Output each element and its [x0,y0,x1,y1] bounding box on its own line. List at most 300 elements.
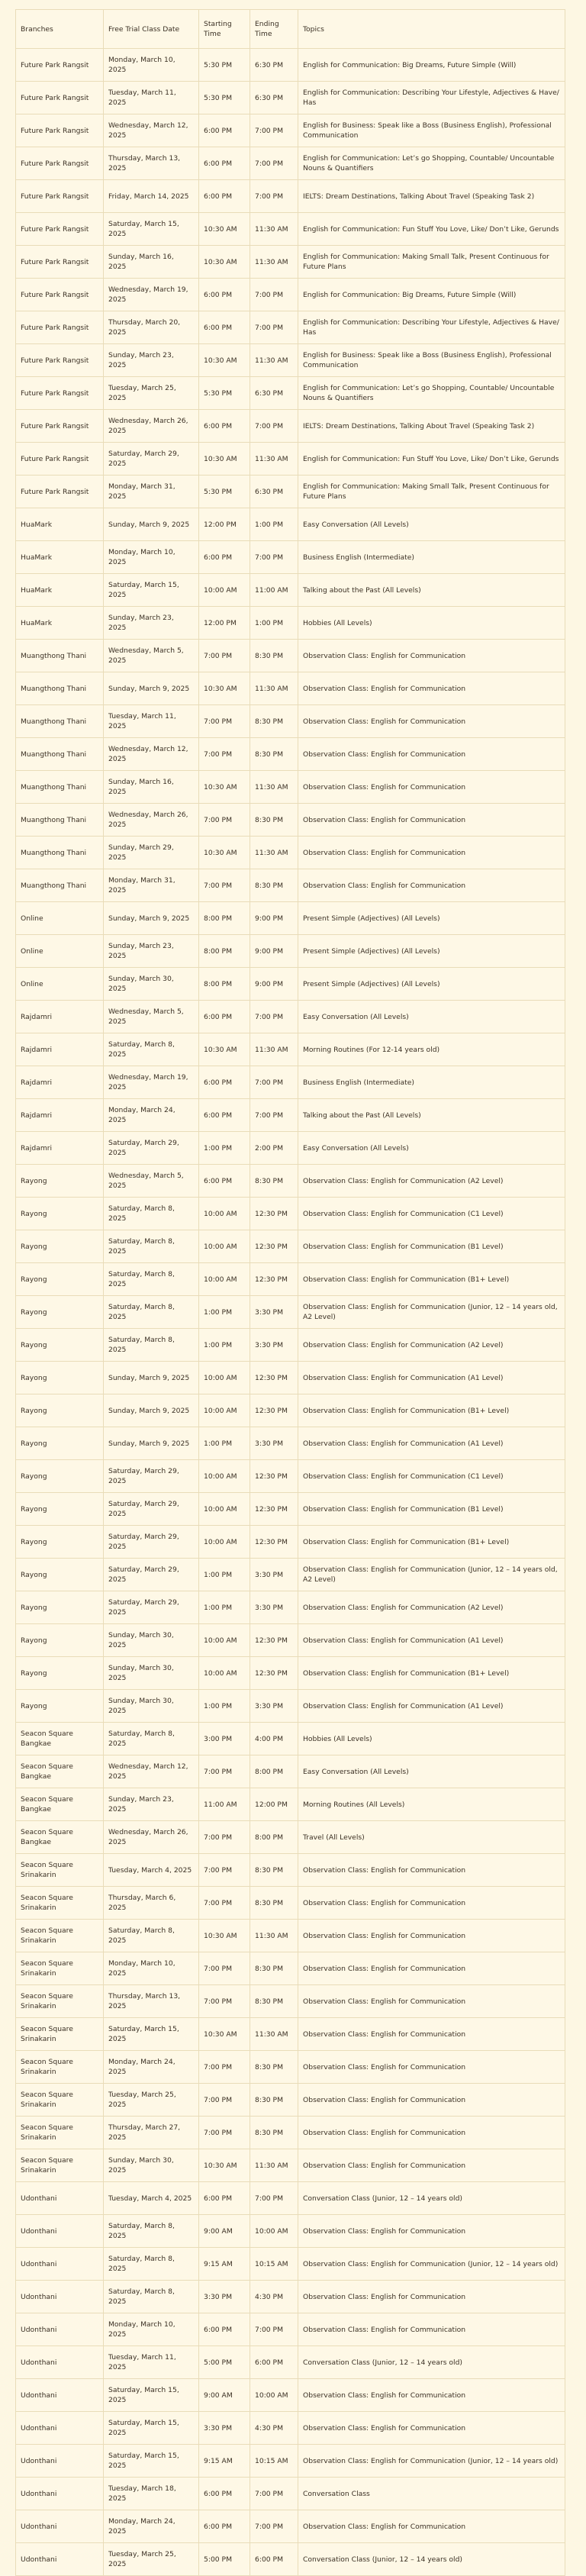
cell-start-time: 6:00 PM [199,541,250,574]
cell-branch: Rajdamri [16,1099,104,1132]
cell-topic: Observation Class: English for Communication [298,738,565,771]
cell-topic: English for Communication: Describing Your Lifestyle, Adjectives & Have/ Has [298,311,565,344]
cell-date: Sunday, March 9, 2025 [104,902,199,935]
cell-branch: Future Park Rangsit [16,246,104,279]
cell-topic: Observation Class: English for Communication [298,869,565,902]
cell-end-time: 7:00 PM [250,1001,298,1033]
table-row [16,2182,565,2215]
cell-start-time: 8:00 PM [199,935,250,968]
cell-end-time: 11:30 AM [250,2149,298,2182]
cell-date: Monday, March 31, 2025 [104,869,199,902]
cell-end-time: 10:15 AM [250,2445,298,2478]
cell-end-time: 7:00 PM [250,279,298,311]
cell-end-time: 6:30 PM [250,82,298,114]
cell-end-time: 12:30 PM [250,1526,298,1559]
cell-topic: English for Communication: Big Dreams, Future Simple (Will) [298,279,565,311]
table-row [16,1263,565,1296]
cell-end-time: 12:30 PM [250,1198,298,1230]
cell-branch: Rayong [16,1624,104,1657]
table-row [16,180,565,213]
cell-end-time: 12:30 PM [250,1460,298,1493]
cell-topic: English for Communication: Fun Stuff You Love, Like/ Don’t Like, Gerunds [298,443,565,476]
cell-start-time: 6:00 PM [199,311,250,344]
cell-start-time: 7:00 PM [199,705,250,738]
cell-date: Wednesday, March 19, 2025 [104,1066,199,1099]
table-row [16,1920,565,1952]
cell-end-time: 3:30 PM [250,1690,298,1723]
cell-start-time: 6:00 PM [199,279,250,311]
cell-start-time: 10:00 AM [199,1362,250,1394]
cell-date: Saturday, March 15, 2025 [104,213,199,246]
table-row [16,1394,565,1427]
cell-topic: Observation Class: English for Communication [298,2051,565,2084]
cell-start-time: 5:30 PM [199,476,250,508]
cell-end-time: 12:30 PM [250,1657,298,1690]
cell-topic: Observation Class: English for Communication [298,2510,565,2543]
cell-branch: Future Park Rangsit [16,410,104,443]
cell-topic: Easy Conversation (All Levels) [298,1132,565,1165]
cell-date: Thursday, March 13, 2025 [104,1985,199,2018]
cell-start-time: 10:00 AM [199,1624,250,1657]
table-row [16,1230,565,1263]
cell-branch: Rayong [16,1296,104,1329]
cell-start-time: 10:30 AM [199,672,250,705]
cell-start-time: 6:00 PM [199,1099,250,1132]
cell-topic: Observation Class: English for Communication [298,1920,565,1952]
cell-topic: Talking about the Past (All Levels) [298,1099,565,1132]
cell-date: Monday, March 10, 2025 [104,49,199,82]
table-row [16,541,565,574]
cell-branch: Udonthani [16,2412,104,2445]
cell-branch: Future Park Rangsit [16,213,104,246]
cell-date: Sunday, March 9, 2025 [104,1394,199,1427]
cell-date: Tuesday, March 25, 2025 [104,2543,199,2576]
cell-topic: Observation Class: English for Communication [298,1985,565,2018]
cell-date: Wednesday, March 12, 2025 [104,1755,199,1788]
cell-branch: Rayong [16,1657,104,1690]
cell-start-time: 7:00 PM [199,1952,250,1985]
cell-date: Sunday, March 23, 2025 [104,344,199,377]
table-row [16,1066,565,1099]
cell-date: Monday, March 24, 2025 [104,2051,199,2084]
table-row [16,1624,565,1657]
cell-end-time: 8:30 PM [250,804,298,837]
table-row [16,443,565,476]
cell-end-time: 8:30 PM [250,2051,298,2084]
cell-date: Wednesday, March 19, 2025 [104,279,199,311]
cell-topic: Easy Conversation (All Levels) [298,1755,565,1788]
cell-end-time: 4:30 PM [250,2412,298,2445]
cell-start-time: 3:30 PM [199,2412,250,2445]
table-row [16,49,565,82]
cell-topic: Observation Class: English for Communication [298,2084,565,2117]
table-row [16,1427,565,1460]
cell-date: Sunday, March 9, 2025 [104,1427,199,1460]
cell-date: Saturday, March 15, 2025 [104,2018,199,2051]
cell-start-time: 10:30 AM [199,1033,250,1066]
table-row [16,2248,565,2281]
cell-end-time: 6:30 PM [250,476,298,508]
cell-branch: Seacon Square Srinakarin [16,2149,104,2182]
cell-date: Monday, March 31, 2025 [104,476,199,508]
cell-end-time: 11:30 AM [250,246,298,279]
cell-topic: Observation Class: English for Communication [298,771,565,804]
cell-topic: Easy Conversation (All Levels) [298,1001,565,1033]
table-header-row [16,10,565,49]
table-row [16,771,565,804]
cell-branch: Future Park Rangsit [16,476,104,508]
cell-date: Sunday, March 23, 2025 [104,607,199,640]
cell-start-time: 6:00 PM [199,2478,250,2510]
cell-date: Saturday, March 29, 2025 [104,1526,199,1559]
cell-topic: Observation Class: English for Communication [298,2412,565,2445]
table-row [16,2412,565,2445]
cell-date: Tuesday, March 11, 2025 [104,705,199,738]
cell-start-time: 11:00 AM [199,1788,250,1821]
table-row [16,2510,565,2543]
cell-branch: Seacon Square Bangkae [16,1723,104,1755]
cell-end-time: 6:00 PM [250,2346,298,2379]
cell-branch: Muangthong Thani [16,869,104,902]
cell-branch: Muangthong Thani [16,804,104,837]
cell-date: Saturday, March 29, 2025 [104,1559,199,1591]
table-row [16,2117,565,2149]
cell-end-time: 8:30 PM [250,869,298,902]
cell-start-time: 5:30 PM [199,49,250,82]
table-row [16,1526,565,1559]
table-row [16,82,565,114]
cell-start-time: 10:30 AM [199,2149,250,2182]
cell-start-time: 10:00 AM [199,1263,250,1296]
cell-branch: Rayong [16,1230,104,1263]
cell-branch: Udonthani [16,2215,104,2248]
cell-end-time: 11:30 AM [250,2018,298,2051]
cell-end-time: 11:30 AM [250,1920,298,1952]
cell-start-time: 7:00 PM [199,1854,250,1887]
cell-branch: HuaMark [16,541,104,574]
cell-topic: Observation Class: English for Communication (B1+ Level) [298,1394,565,1427]
cell-start-time: 6:00 PM [199,1066,250,1099]
cell-topic: Observation Class: English for Communication (A1 Level) [298,1362,565,1394]
cell-end-time: 7:00 PM [250,2510,298,2543]
table-row [16,410,565,443]
cell-date: Monday, March 10, 2025 [104,541,199,574]
table-row [16,738,565,771]
cell-end-time: 7:00 PM [250,2182,298,2215]
table-row [16,1001,565,1033]
cell-start-time: 9:15 AM [199,2445,250,2478]
cell-date: Saturday, March 8, 2025 [104,2248,199,2281]
table-row [16,2543,565,2576]
cell-date: Sunday, March 30, 2025 [104,1690,199,1723]
cell-end-time: 7:00 PM [250,147,298,180]
cell-topic: Observation Class: English for Communication [298,2117,565,2149]
cell-end-time: 8:00 PM [250,1755,298,1788]
cell-topic: Conversation Class (Junior, 12 – 14 years old) [298,2346,565,2379]
cell-branch: Muangthong Thani [16,738,104,771]
cell-branch: Future Park Rangsit [16,311,104,344]
cell-end-time: 6:00 PM [250,2543,298,2576]
cell-end-time: 8:30 PM [250,705,298,738]
cell-end-time: 7:00 PM [250,2478,298,2510]
cell-end-time: 8:30 PM [250,2084,298,2117]
cell-date: Thursday, March 13, 2025 [104,147,199,180]
table-row [16,344,565,377]
cell-date: Tuesday, March 11, 2025 [104,82,199,114]
cell-start-time: 1:00 PM [199,1132,250,1165]
cell-branch: Seacon Square Bangkae [16,1788,104,1821]
cell-end-time: 1:00 PM [250,508,298,541]
cell-start-time: 6:00 PM [199,2182,250,2215]
cell-start-time: 10:30 AM [199,443,250,476]
cell-start-time: 10:30 AM [199,344,250,377]
cell-date: Thursday, March 6, 2025 [104,1887,199,1920]
cell-branch: Seacon Square Srinakarin [16,2084,104,2117]
cell-topic: Observation Class: English for Communication [298,2215,565,2248]
cell-branch: Future Park Rangsit [16,147,104,180]
cell-branch: Udonthani [16,2313,104,2346]
cell-start-time: 8:00 PM [199,968,250,1001]
cell-start-time: 9:15 AM [199,2248,250,2281]
cell-date: Monday, March 10, 2025 [104,1952,199,1985]
cell-topic: Observation Class: English for Communication [298,2281,565,2313]
cell-date: Monday, March 24, 2025 [104,1099,199,1132]
cell-start-time: 10:30 AM [199,2018,250,2051]
cell-topic: English for Communication: Big Dreams, Future Simple (Will) [298,49,565,82]
cell-branch: HuaMark [16,574,104,607]
cell-topic: English for Business: Speak like a Boss (Business English), Professional Communication [298,114,565,147]
cell-topic: Observation Class: English for Communication [298,2313,565,2346]
cell-topic: English for Communication: Let’s go Shopping, Countable/ Uncountable Nouns & Quantifiers [298,147,565,180]
cell-topic: Observation Class: English for Communication (B1+ Level) [298,1263,565,1296]
cell-start-time: 7:00 PM [199,2117,250,2149]
cell-date: Friday, March 14, 2025 [104,180,199,213]
cell-branch: Rayong [16,1362,104,1394]
cell-start-time: 7:00 PM [199,1821,250,1854]
table-row [16,1821,565,1854]
cell-start-time: 10:00 AM [199,574,250,607]
trial-class-table-container [15,9,565,2576]
cell-start-time: 7:00 PM [199,640,250,672]
cell-date: Tuesday, March 11, 2025 [104,2346,199,2379]
cell-date: Saturday, March 8, 2025 [104,1723,199,1755]
table-row [16,377,565,410]
cell-topic: Business English (Intermediate) [298,1066,565,1099]
cell-branch: Muangthong Thani [16,672,104,705]
cell-date: Sunday, March 30, 2025 [104,968,199,1001]
cell-date: Saturday, March 8, 2025 [104,1033,199,1066]
cell-topic: Present Simple (Adjectives) (All Levels) [298,902,565,935]
cell-end-time: 7:00 PM [250,1099,298,1132]
cell-topic: Observation Class: English for Communication [298,2149,565,2182]
cell-branch: Rajdamri [16,1132,104,1165]
cell-topic: Observation Class: English for Communication (Junior, 12 – 14 years old, A2 Level) [298,1559,565,1591]
cell-date: Wednesday, March 26, 2025 [104,410,199,443]
table-row [16,902,565,935]
cell-topic: Conversation Class (Junior, 12 – 14 years old) [298,2543,565,2576]
cell-topic: Observation Class: English for Communication [298,672,565,705]
cell-end-time: 12:30 PM [250,1263,298,1296]
cell-end-time: 10:15 AM [250,2248,298,2281]
table-row [16,672,565,705]
header-branches: Branches [16,10,104,49]
table-row [16,1887,565,1920]
cell-topic: Observation Class: English for Communication (A2 Level) [298,1591,565,1624]
cell-topic: English for Communication: Describing Your Lifestyle, Adjectives & Have/ Has [298,82,565,114]
header-trial-date: Free Trial Class Date [104,10,199,49]
cell-branch: Udonthani [16,2379,104,2412]
cell-start-time: 7:00 PM [199,869,250,902]
table-row [16,2346,565,2379]
cell-topic: Observation Class: English for Communication (Junior, 12 – 14 years old, A2 Level) [298,1296,565,1329]
cell-end-time: 8:30 PM [250,640,298,672]
cell-start-time: 1:00 PM [199,1427,250,1460]
cell-branch: Seacon Square Srinakarin [16,2018,104,2051]
cell-start-time: 7:00 PM [199,1887,250,1920]
cell-date: Sunday, March 9, 2025 [104,508,199,541]
cell-branch: Seacon Square Srinakarin [16,2051,104,2084]
cell-date: Monday, March 10, 2025 [104,2313,199,2346]
cell-date: Sunday, March 30, 2025 [104,1657,199,1690]
table-row [16,607,565,640]
cell-branch: Seacon Square Srinakarin [16,1887,104,1920]
table-row [16,1591,565,1624]
cell-start-time: 5:00 PM [199,2346,250,2379]
cell-topic: English for Communication: Fun Stuff You Love, Like/ Don’t Like, Gerunds [298,213,565,246]
cell-end-time: 8:30 PM [250,738,298,771]
cell-date: Sunday, March 23, 2025 [104,935,199,968]
table-row [16,1559,565,1591]
cell-topic: Observation Class: English for Communication (A2 Level) [298,1165,565,1198]
table-row [16,1132,565,1165]
cell-branch: Seacon Square Bangkae [16,1755,104,1788]
cell-end-time: 11:30 AM [250,213,298,246]
table-row [16,1788,565,1821]
cell-date: Saturday, March 8, 2025 [104,2215,199,2248]
cell-start-time: 7:00 PM [199,2051,250,2084]
cell-date: Saturday, March 8, 2025 [104,1296,199,1329]
cell-branch: Udonthani [16,2510,104,2543]
cell-end-time: 8:30 PM [250,1165,298,1198]
cell-start-time: 10:30 AM [199,837,250,869]
cell-branch: Muangthong Thani [16,837,104,869]
table-row [16,2018,565,2051]
cell-topic: Observation Class: English for Communication (C1 Level) [298,1198,565,1230]
table-row [16,1755,565,1788]
cell-branch: Rayong [16,1394,104,1427]
cell-start-time: 3:00 PM [199,1723,250,1755]
cell-topic: Observation Class: English for Communication [298,640,565,672]
table-row [16,2215,565,2248]
cell-branch: Future Park Rangsit [16,443,104,476]
cell-topic: Observation Class: English for Communication (C1 Level) [298,1460,565,1493]
cell-topic: IELTS: Dream Destinations, Talking About Travel (Speaking Task 2) [298,180,565,213]
cell-date: Wednesday, March 5, 2025 [104,1001,199,1033]
cell-topic: Observation Class: English for Communication [298,2379,565,2412]
cell-start-time: 8:00 PM [199,902,250,935]
table-row [16,935,565,968]
cell-start-time: 6:00 PM [199,114,250,147]
cell-end-time: 7:00 PM [250,2313,298,2346]
table-row [16,1690,565,1723]
cell-start-time: 6:00 PM [199,2313,250,2346]
cell-branch: Rayong [16,1165,104,1198]
cell-date: Tuesday, March 4, 2025 [104,2182,199,2215]
cell-date: Wednesday, March 12, 2025 [104,738,199,771]
cell-end-time: 3:30 PM [250,1329,298,1362]
cell-start-time: 1:00 PM [199,1329,250,1362]
cell-end-time: 8:30 PM [250,2117,298,2149]
cell-topic: English for Communication: Making Small Talk, Present Continuous for Future Plans [298,476,565,508]
cell-date: Sunday, March 30, 2025 [104,2149,199,2182]
cell-end-time: 3:30 PM [250,1296,298,1329]
cell-start-time: 6:00 PM [199,1001,250,1033]
cell-start-time: 12:00 PM [199,508,250,541]
cell-topic: Present Simple (Adjectives) (All Levels) [298,968,565,1001]
table-row [16,1952,565,1985]
cell-branch: HuaMark [16,508,104,541]
cell-start-time: 6:00 PM [199,180,250,213]
cell-branch: Rayong [16,1329,104,1362]
cell-date: Tuesday, March 18, 2025 [104,2478,199,2510]
table-row [16,2445,565,2478]
cell-branch: Seacon Square Srinakarin [16,1952,104,1985]
cell-branch: Rayong [16,1690,104,1723]
cell-date: Sunday, March 9, 2025 [104,1362,199,1394]
cell-topic: English for Business: Speak like a Boss (Business English), Professional Communication [298,344,565,377]
cell-date: Saturday, March 8, 2025 [104,1920,199,1952]
cell-branch: Future Park Rangsit [16,114,104,147]
cell-topic: Observation Class: English for Communication [298,1887,565,1920]
cell-branch: Udonthani [16,2281,104,2313]
cell-date: Monday, March 24, 2025 [104,2510,199,2543]
cell-topic: Observation Class: English for Communication (A2 Level) [298,1329,565,1362]
cell-topic: Observation Class: English for Communication [298,1952,565,1985]
table-row [16,2478,565,2510]
cell-branch: Muangthong Thani [16,640,104,672]
cell-start-time: 1:00 PM [199,1559,250,1591]
cell-branch: Future Park Rangsit [16,377,104,410]
cell-date: Saturday, March 8, 2025 [104,1329,199,1362]
table-row [16,147,565,180]
table-row [16,476,565,508]
cell-topic: English for Communication: Let’s go Shopping, Countable/ Uncountable Nouns & Quantifiers [298,377,565,410]
cell-start-time: 5:00 PM [199,2543,250,2576]
cell-start-time: 10:30 AM [199,213,250,246]
cell-start-time: 10:00 AM [199,1460,250,1493]
cell-date: Wednesday, March 5, 2025 [104,640,199,672]
cell-branch: Muangthong Thani [16,705,104,738]
cell-end-time: 12:30 PM [250,1394,298,1427]
cell-end-time: 8:30 PM [250,1854,298,1887]
cell-end-time: 11:30 AM [250,344,298,377]
table-row [16,1657,565,1690]
cell-branch: Rayong [16,1591,104,1624]
cell-topic: Conversation Class (Junior, 12 – 14 years old) [298,2182,565,2215]
cell-date: Thursday, March 20, 2025 [104,311,199,344]
cell-branch: Rayong [16,1526,104,1559]
cell-date: Thursday, March 27, 2025 [104,2117,199,2149]
table-row [16,968,565,1001]
cell-start-time: 6:00 PM [199,147,250,180]
cell-start-time: 3:30 PM [199,2281,250,2313]
cell-topic: Observation Class: English for Communication [298,837,565,869]
table-row [16,1493,565,1526]
cell-topic: Observation Class: English for Communication [298,705,565,738]
cell-date: Saturday, March 15, 2025 [104,574,199,607]
cell-start-time: 6:00 PM [199,1165,250,1198]
table-row [16,1165,565,1198]
